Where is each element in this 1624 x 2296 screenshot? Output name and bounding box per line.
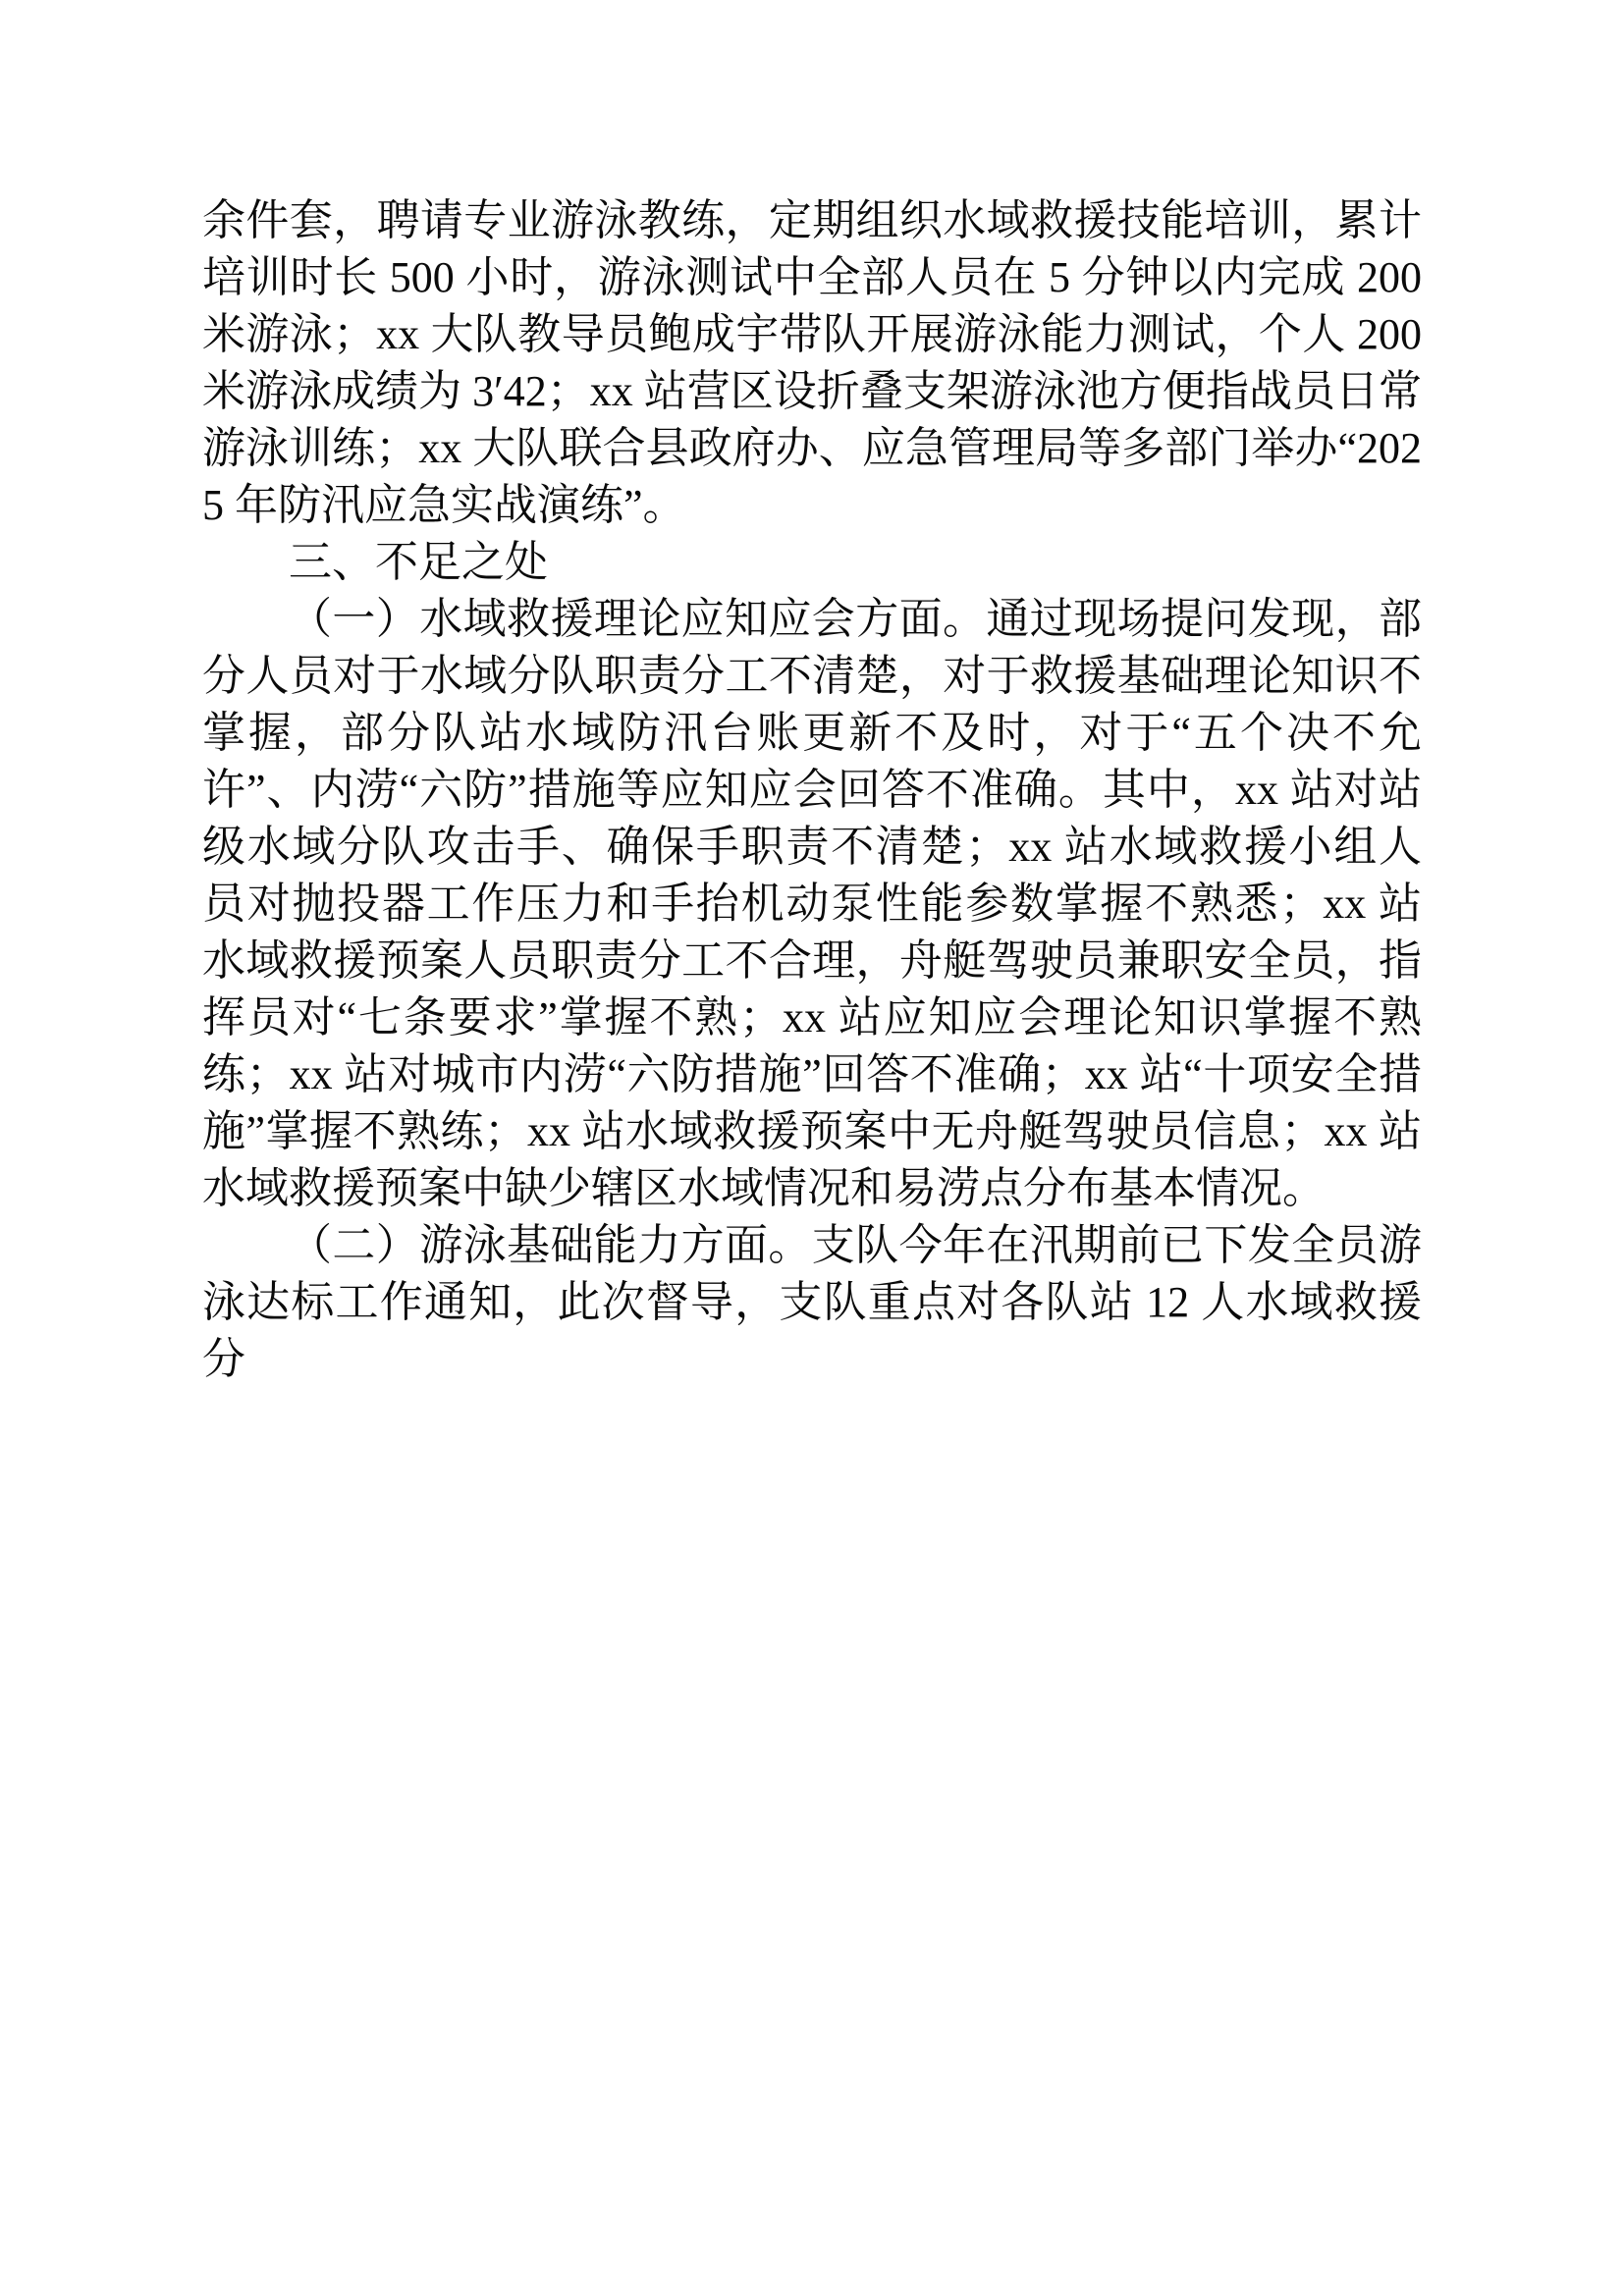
paragraph-point-one: （一）水域救援理论应知应会方面。通过现场提问发现，部分人员对于水域分队职责分工不清楚，对于救援基础理论知识不掌握，部分队站水域防汛台账更新不及时，对于“五个决不允许”、内涝“六防”措施等应知应会回答不准确。其中，xx 站对站级水域分队攻击手、确保手职责不清楚；xx 站水域救援小组人员对抛投器工作压力和手抬机动泵性能参数掌握不熟悉；xx 站水域救援预案人员职责分工不合理，舟艇驾驶员兼职安全员，指挥员对“七条要求”掌握不熟；xx 站应知应会理论知识掌握不熟练；xx 站对城市内涝“六防措施”回答不准确；xx 站“十项安全措施”掌握不熟练；xx 站水域救援预案中无舟艇驾驶员信息；xx 站水域救援预案中缺少辖区水域情况和易涝点分布基本情况。	[202, 595, 1422, 1212]
section-heading: 三、不足之处	[289, 538, 548, 586]
paragraph-continuation: 余件套，聘请专业游泳教练，定期组织水域救援技能培训，累计培训时长 500 小时，游泳测试中全部人员在 5 分钟以内完成 200 米游泳；xx 大队教导员鲍成宇带队开展游泳能力测试，个人 200 米游泳成绩为 3′42；xx 站营区设折叠支架游泳池方便指战员日常游泳训练；xx 大队联合县政府办、应急管理局等多部门举办“2025 年防汛应急实战演练”。	[202, 196, 1422, 529]
paragraph-point-two: （二）游泳基础能力方面。支队今年在汛期前已下发全员游泳达标工作通知，此次督导，支队重点对各队站 12 人水域救援分	[202, 1221, 1422, 1383]
